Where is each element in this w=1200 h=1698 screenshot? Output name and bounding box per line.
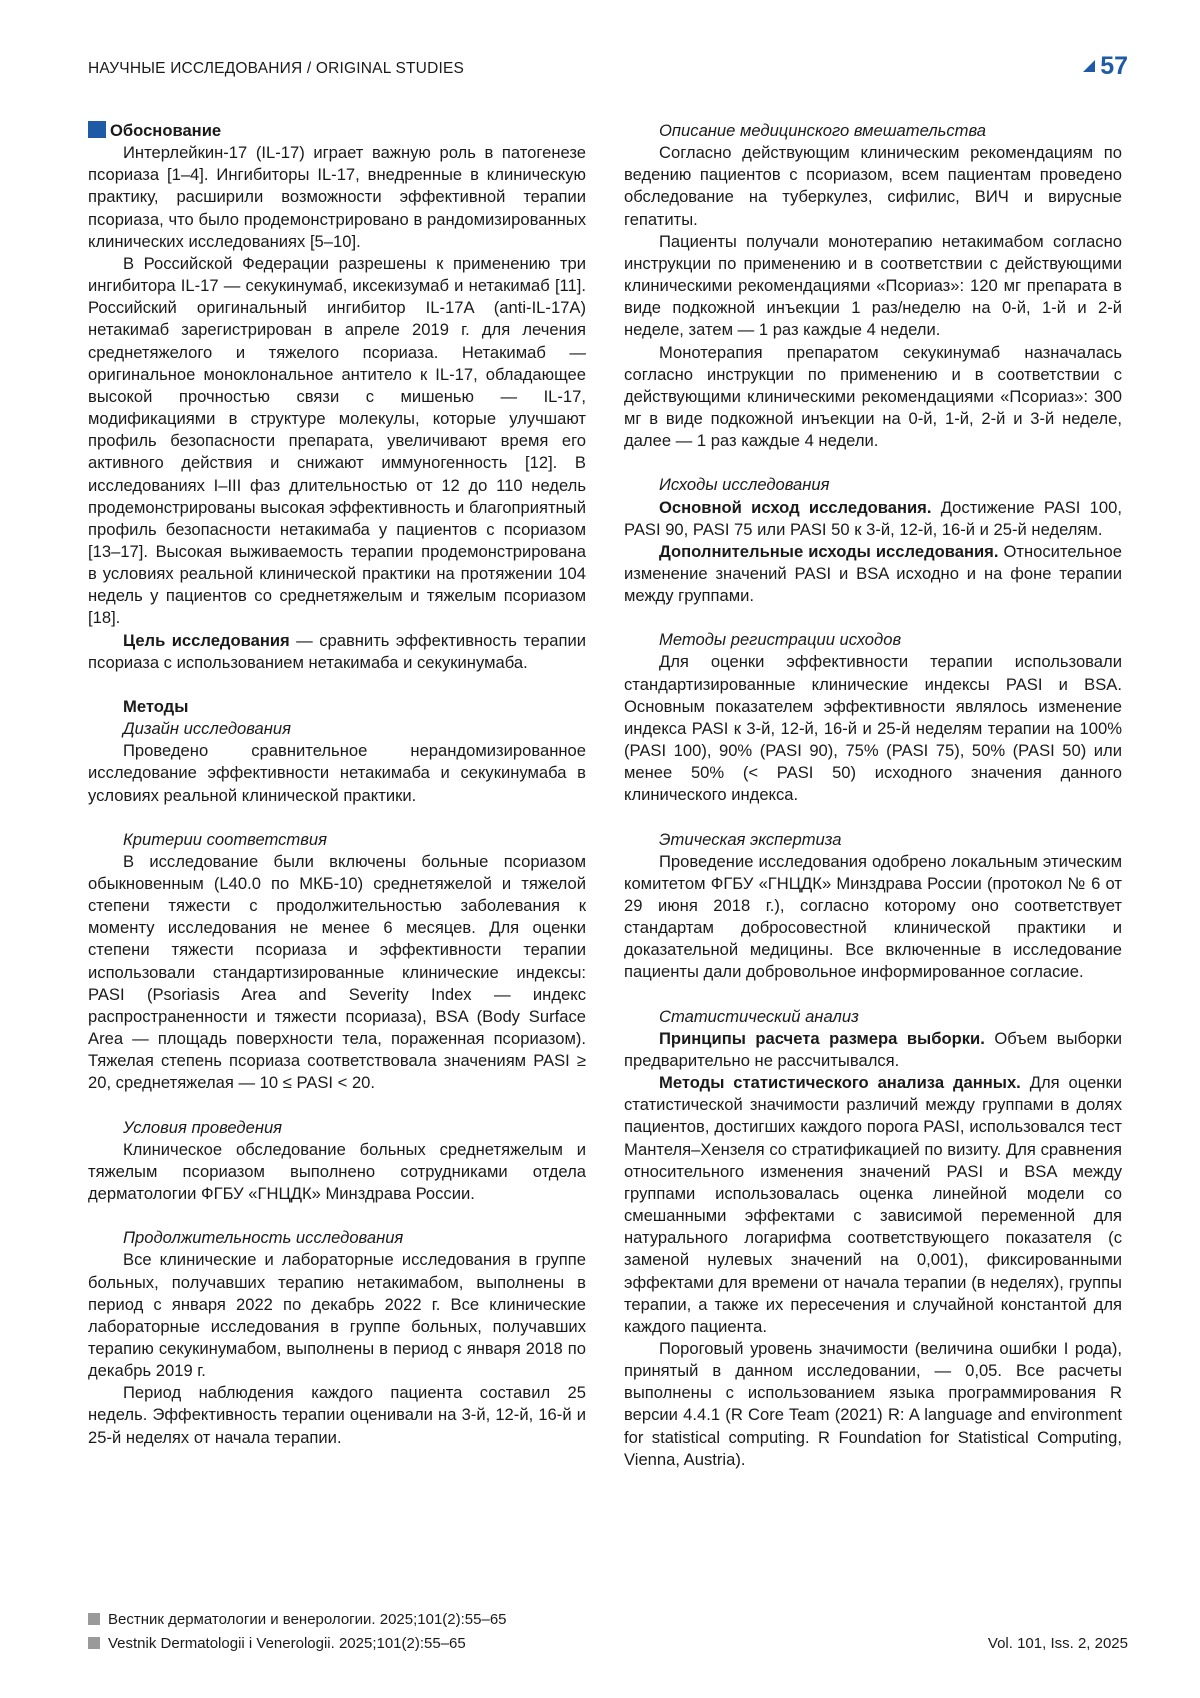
paragraph: Клиническое обследование больных среднетяжелым и тяжелым псориазом выполнено сотрудниками отдела дерматологии ФГБУ «ГНЦДК» Минздрава России. xyxy=(88,1139,586,1204)
footer-citation-ru: Вестник дерматологии и венерологии. 2025;101(2):55–65 xyxy=(88,1611,507,1628)
page-number-text: 57 xyxy=(1100,52,1128,80)
subheading-conditions: Условия проведения xyxy=(123,1117,283,1137)
footer-citation-en: Vestnik Dermatologii i Venerologii. 2025;101(2):55–65 xyxy=(88,1635,466,1652)
subheading-ethics: Этическая экспертиза xyxy=(659,829,842,849)
triangle-icon xyxy=(1083,60,1095,72)
square-bullet-icon xyxy=(88,121,106,138)
square-bullet-icon xyxy=(88,1613,100,1625)
aim-paragraph: Цель исследования — сравнить эффективность терапии псориаза с использованием нетакимаба и секукинумаба. xyxy=(88,630,586,672)
paragraph: Пороговый уровень значимости (величина ошибки I рода), принятый в данном исследовании, — 0,05. Все расчеты выполнены с использованием языка программирования R версии 4.4.1 (R Core Team (2021) R: A language and environment for statistical computing. R Foundation for Statistical Computing, Vienna, Austria). xyxy=(624,1338,1122,1469)
sample-size-paragraph: Принципы расчета размера выборки. Объем выборки предварительно не рассчитывался. xyxy=(624,1028,1122,1070)
paragraph: Для оценки эффективности терапии использовали стандартизированные клинические индексы PASI и BSA. Основным показателем эффективности являлось изменение индекса PASI к 3-й, 12-й, 16-й и 25-й неделям терапии на 100% (PASI 100), 90% (PASI 90), 75% (PASI 75), 50% (PASI 50) или менее 50% (< PASI 50) исходного значения данного клинического индекса. xyxy=(624,652,1122,805)
section-heading-rationale: Обоснование xyxy=(88,120,586,142)
page-number xyxy=(1083,52,1128,81)
stat-methods-paragraph: Методы статистического анализа данных. Для оценки статистической значимости различий между группами в долях пациентов, достигших каждого порога PASI, использовался тест Мантеля–Хензеля со стратификацией по визиту. Для сравнения относительного изменения значений PASI и BSA между группами использовалась оценка линейной модели со смешанными эффектами с зависимой переменной для натурального логарифма соответствующего показателя (с заменой нулевых значений на 0,001), фиксированными эффектами для времени от начала терапии (в неделях), группы терапии, а также их пересечения и случайной константой для каждого пациента. xyxy=(624,1073,1122,1336)
paragraph: Проведено сравнительное нерандомизированное исследование эффективности нетакимаба и секукинумаба в условиях реальной клинической практики. xyxy=(88,741,586,805)
left-column xyxy=(88,120,586,1449)
paragraph: Монотерапия препаратом секукинумаб назначалась согласно инструкции по применению и в соответствии с действующими клиническими рекомендациями «Псориаз»: 300 мг в виде подкожной инъекции на 0-й, 1-й, 2-й и 3-й неделе, далее — 1 раз каждые 4 недели. xyxy=(624,342,1122,451)
running-head: НАУЧНЫЕ ИССЛЕДОВАНИЯ / ORIGINAL STUDIES xyxy=(88,60,465,77)
subheading-intervention: Описание медицинского вмешательства xyxy=(659,121,986,140)
paragraph: Интерлейкин-17 (IL-17) играет важную роль в патогенезе псориаза [1–4]. Ингибиторы IL-17, внедренные в клиническую практику, расширили возможности эффективной терапии псориаза, что было продемонстрировано в рандомизированных клинических исследованиях [5–10]. xyxy=(88,143,586,251)
paragraph: Все клинические и лабораторные исследования в группе больных, получавших терапию нетакимабом, выполнены в период с января 2022 по декабрь 2022 г. Все клинические лабораторные исследования в группе больных, получавших терапию секукинумабом, выполнены в период с января 2018 по декабрь 2019 г. xyxy=(88,1250,586,1381)
paragraph: В Российской Федерации разрешены к применению три ингибитора IL-17 — секукинумаб, иксекизумаб и нетакимаб [11]. Российский оригинальный ингибитор IL-17A (anti-IL-17A) нетакимаб зарегистрирован в апреле 2019 г. для лечения среднетяжелого и тяжелого псориаза. Нетакимаб — оригинальное моноклональное антитело к IL-17, обладающее высокой прочностью связи с мишенью — IL-17, модификациями в структуре молекулы, которые улучшают профиль безопасности препарата, увеличивают время его активного действия и снижают иммуногенность [12]. В исследованиях I–III фаз длительностью от 12 до 110 недель продемонстрированы высокая эффективность и благоприятный профиль безопасности нетакимаба у пациентов с псориазом [13–17]. Высокая выживаемость терапии продемонстрирована в условиях реальной клинической практики на протяжении 104 недель у пациентов со среднетяжелым и тяжелым псориазом [18]. xyxy=(88,253,586,628)
primary-outcome-paragraph: Основной исход исследования. Достижение PASI 100, PASI 90, PASI 75 или PASI 50 к 3-й, 12-й, 16-й и 25-й неделям. xyxy=(624,497,1122,539)
paragraph: Период наблюдения каждого пациента составил 25 недель. Эффективность терапии оценивали на 3-й, 12-й, 16-й и 25-й неделях от начала терапии. xyxy=(88,1383,586,1447)
square-bullet-icon xyxy=(88,1637,100,1649)
subheading-registration: Методы регистрации исходов xyxy=(659,630,902,650)
subheading-statistics: Статистический анализ xyxy=(659,1006,859,1026)
subheading-criteria: Критерии соответствия xyxy=(123,829,328,849)
section-heading-methods: Методы xyxy=(123,696,189,716)
paragraph: Согласно действующим клиническим рекомендациям по ведению пациентов с псориазом, всем пациентам проведено обследование на туберкулез, сифилис, ВИЧ и вирусные гепатиты. xyxy=(624,143,1122,229)
paragraph: Проведение исследования одобрено локальным этическим комитетом ФГБУ «ГНЦДК» Минздрава России (протокол № 6 от 29 июня 2018 г.), согласно которому оно соответствует стандартам добросовестной клинической практики и доказательной медицины. Все включенные в исследование пациенты дали добровольное информированное согласие. xyxy=(624,851,1122,982)
paragraph: В исследование были включены больные псориазом обыкновенным (L40.0 по МКБ-10) среднетяжелой и тяжелой степени тяжести с продолжительностью заболевания к моменту исследования не менее 6 месяцев. Для оценки степени тяжести псориаза и эффективности терапии использовали стандартизированные клинические индексы: PASI (Psoriasis Area and Severity Index — индекс распространенности и тяжести псориаза), BSA (Body Surface Area — площадь поверхности тела, пораженная псориазом). Тяжелая степень псориаза соответствовала значениям PASI ≥ 20, среднетяжелая — 10 ≤ PASI < 20. xyxy=(88,851,586,1093)
subheading-outcomes: Исходы исследования xyxy=(659,475,830,495)
footer-volume: Vol. 101, Iss. 2, 2025 xyxy=(987,1635,1128,1652)
right-column xyxy=(624,120,1122,1471)
paragraph: Пациенты получали монотерапию нетакимабом согласно инструкции по применению и в соответствии с действующими клиническими рекомендациями «Псориаз»: 120 мг препарата в виде подкожной инъекции 1 раз/неделю на 0-й, 1-й и 2-й неделе, затем — 1 раз каждые 4 недели. xyxy=(624,231,1122,340)
aim-label: Цель исследования xyxy=(123,630,290,650)
subheading-duration: Продолжительность исследования xyxy=(123,1228,404,1248)
secondary-outcome-paragraph: Дополнительные исходы исследования. Относительное изменение значений PASI и BSA исходно и на фоне терапии между группами. xyxy=(624,541,1122,606)
subheading-design: Дизайн исследования xyxy=(123,719,292,739)
